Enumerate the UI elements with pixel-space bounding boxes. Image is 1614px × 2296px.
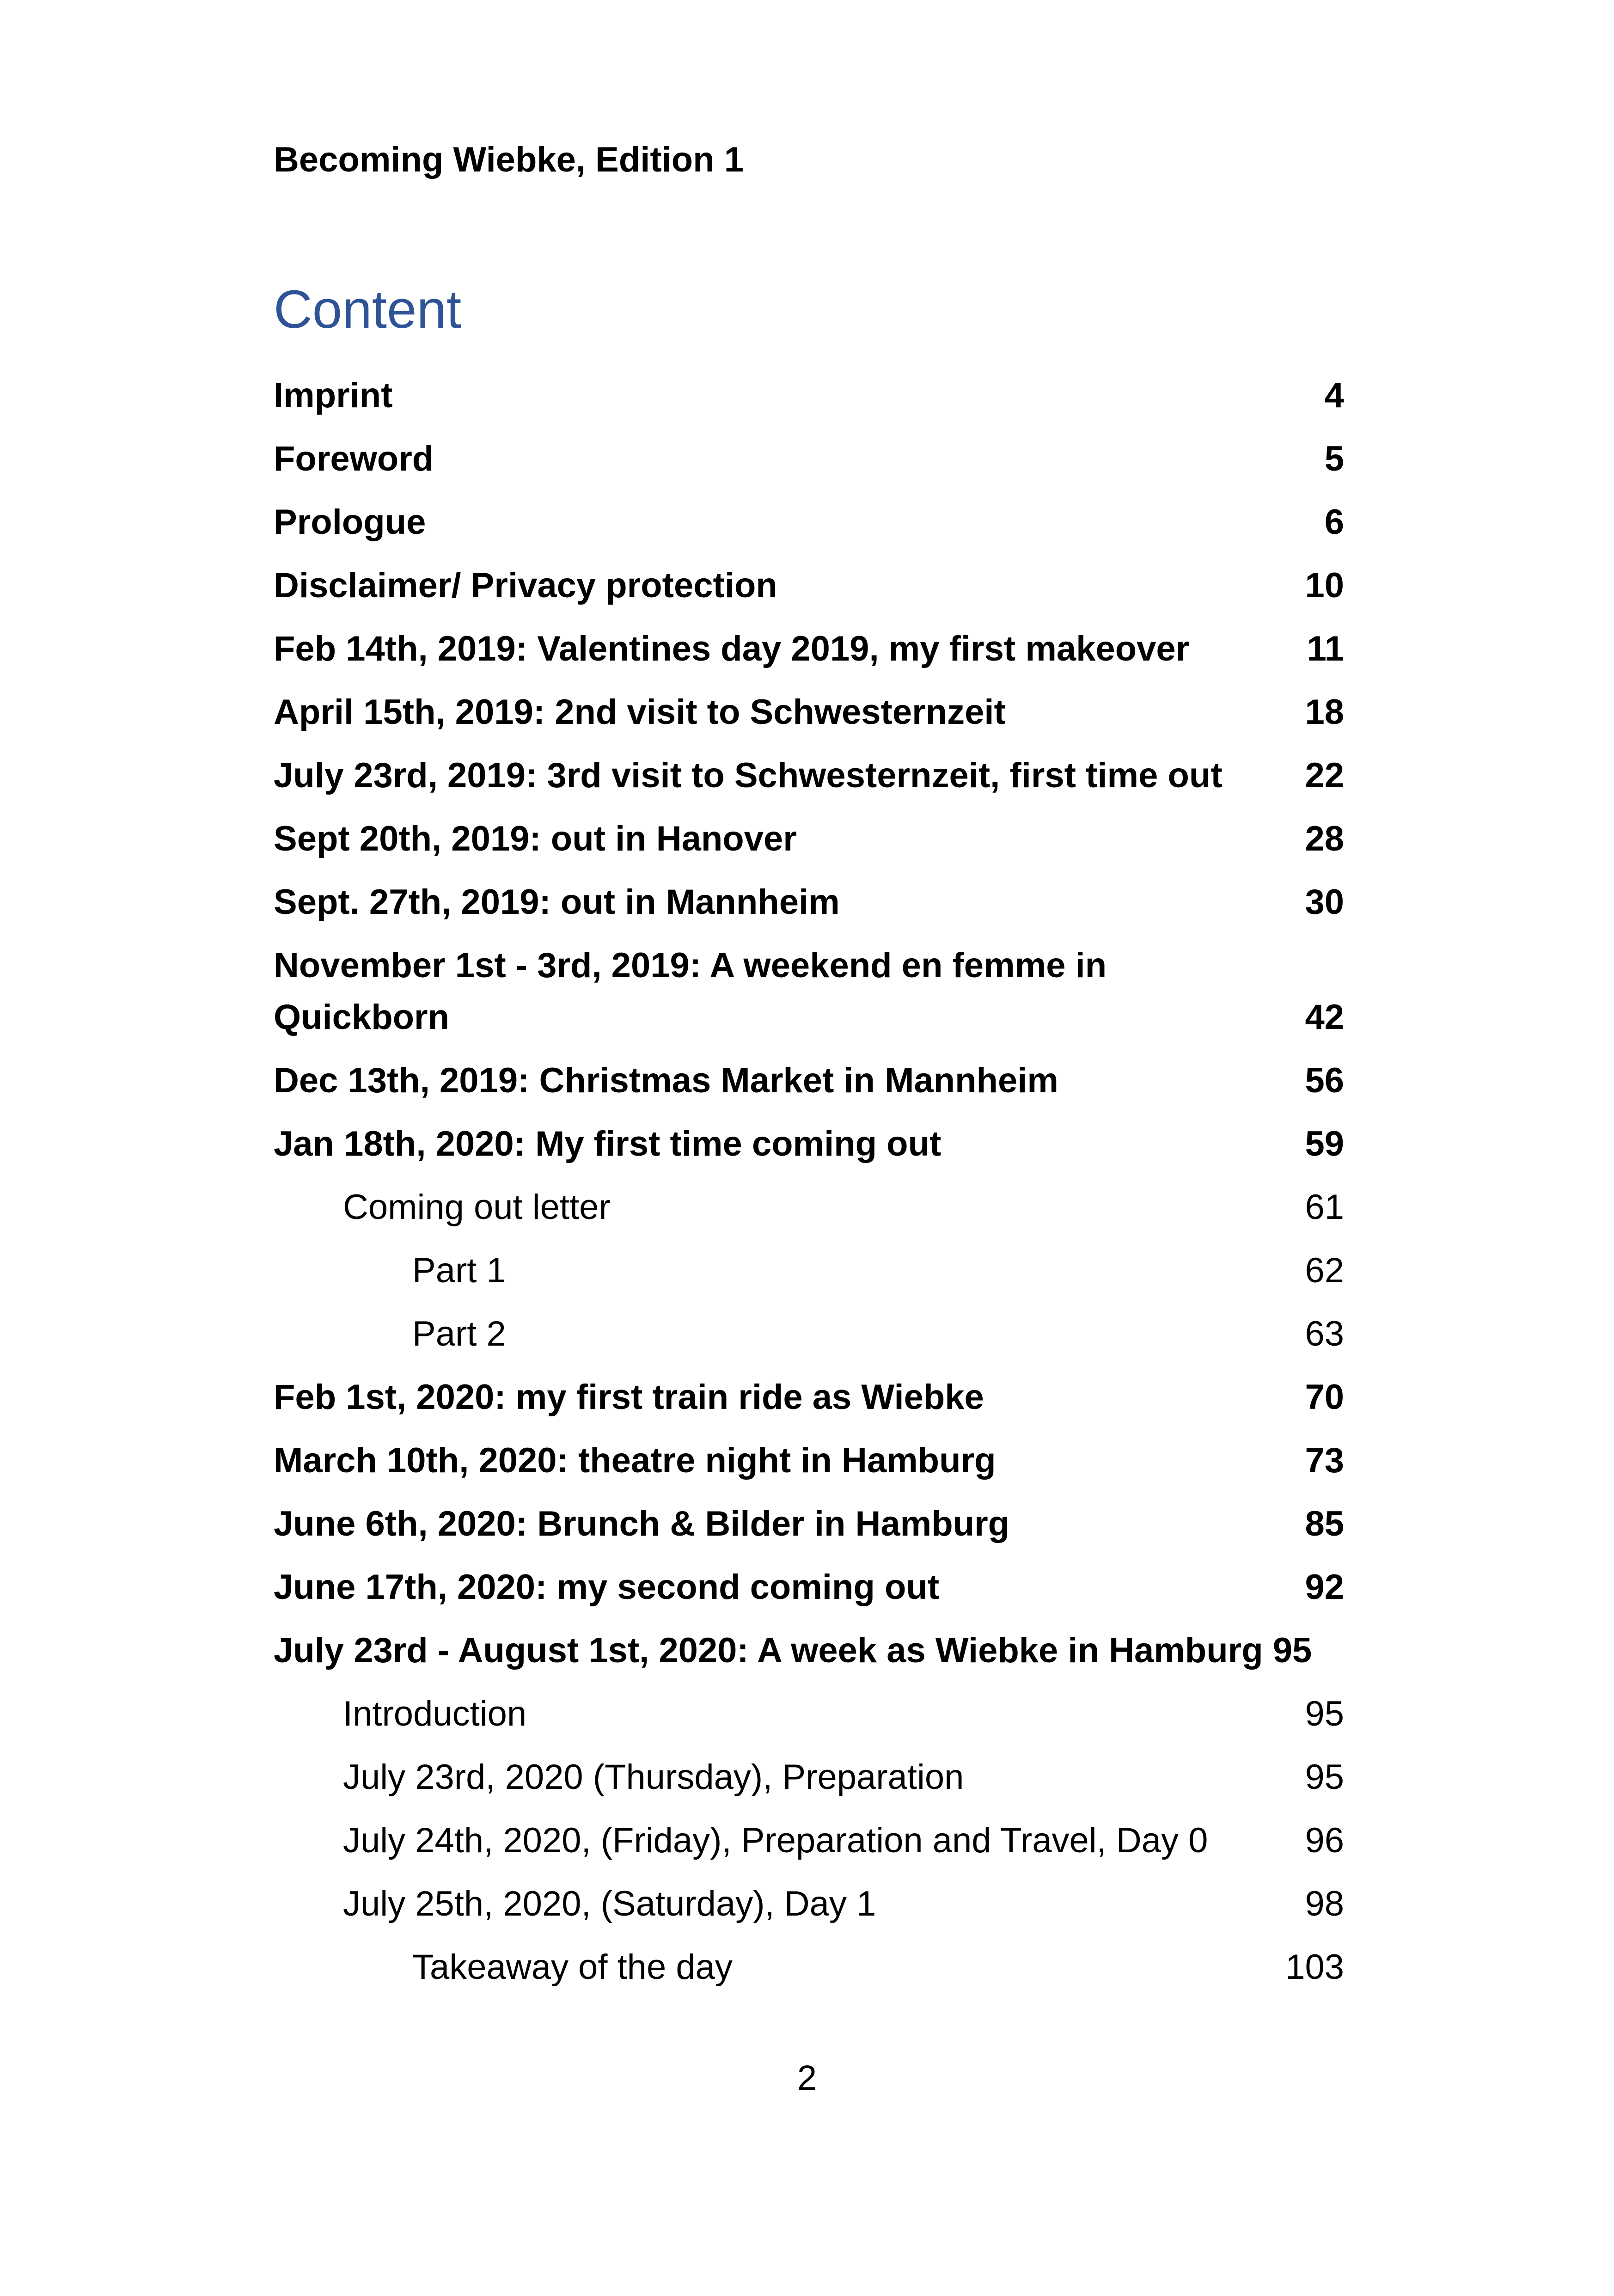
table-of-contents: [274, 370, 1344, 2005]
toc-entry-part-2[interactable]: [274, 1308, 1344, 1360]
toc-entry-title: Coming out letter: [343, 1188, 611, 1227]
toc-entry-jan-18th-2020[interactable]: [274, 1118, 1344, 1170]
toc-entry-page: 59: [1305, 1124, 1344, 1163]
toc-entry-title: July 24th, 2020, (Friday), Preparation and Travel, Day 0: [343, 1821, 1208, 1860]
toc-entry-title: Disclaimer/ Privacy protection: [274, 566, 777, 605]
toc-entry-page: 70: [1305, 1378, 1344, 1417]
toc-entry-sept-20th-2019[interactable]: [274, 813, 1344, 865]
toc-entry-dec-13th-2019[interactable]: [274, 1055, 1344, 1107]
toc-entry-page: 95: [1305, 1694, 1344, 1733]
document-header-title: Becoming Wiebke, Edition 1: [274, 140, 744, 179]
toc-entry-page: 98: [1305, 1884, 1344, 1923]
toc-entry-title: Part 1: [412, 1251, 506, 1290]
toc-entry-introduction[interactable]: [274, 1688, 1344, 1740]
toc-entry-coming-out-letter[interactable]: [274, 1182, 1344, 1233]
toc-entry-title: Sept. 27th, 2019: out in Mannheim: [274, 882, 840, 922]
toc-entry-page: 62: [1305, 1251, 1344, 1290]
toc-entry-title: July 23rd, 2019: 3rd visit to Schwesternzeit, first time out: [274, 756, 1223, 795]
toc-entry-page: 4: [1324, 376, 1344, 415]
toc-entry-title: July 25th, 2020, (Saturday), Day 1: [343, 1884, 876, 1923]
toc-entry-page: 30: [1305, 882, 1344, 922]
toc-entry-disclaimer[interactable]: [274, 560, 1344, 612]
toc-entry-page: 11: [1307, 629, 1344, 668]
toc-entry-page: 42: [1305, 998, 1344, 1037]
toc-entry-title: July 23rd - August 1st, 2020: A week as Wiebke in Hamburg 95: [274, 1631, 1312, 1670]
toc-entry-page: 61: [1305, 1188, 1344, 1227]
toc-entry-april-15th-2019[interactable]: [274, 686, 1344, 738]
toc-entry-title: June 6th, 2020: Brunch & Bilder in Hamburg: [274, 1504, 1010, 1543]
toc-entry-page: 56: [1305, 1061, 1344, 1100]
toc-entry-june-17th-2020[interactable]: [274, 1561, 1344, 1613]
toc-entry-title: June 17th, 2020: my second coming out: [274, 1567, 940, 1607]
toc-entry-page: 10: [1305, 566, 1344, 605]
toc-entry-page: 92: [1305, 1567, 1344, 1607]
toc-entry-page: 22: [1305, 756, 1344, 795]
toc-entry-title: Feb 14th, 2019: Valentines day 2019, my first makeover: [274, 629, 1190, 668]
toc-entry-part-1[interactable]: [274, 1245, 1344, 1297]
toc-entry-march-10th-2020[interactable]: [274, 1435, 1344, 1487]
toc-entry-july-25th-2020-day-1[interactable]: [274, 1878, 1344, 1930]
toc-entry-page: 63: [1305, 1314, 1344, 1353]
toc-entry-july-23rd-2019[interactable]: [274, 750, 1344, 802]
toc-entry-page: 95: [1305, 1757, 1344, 1797]
toc-entry-title: Prologue: [274, 502, 426, 542]
toc-entry-title: July 23rd, 2020 (Thursday), Preparation: [343, 1757, 964, 1797]
toc-entry-title: Introduction: [343, 1694, 527, 1733]
toc-entry-title: Jan 18th, 2020: My first time coming out: [274, 1124, 942, 1163]
toc-entry-sept-27th-2019[interactable]: [274, 876, 1344, 928]
page-number: 2: [797, 2058, 817, 2098]
toc-entry-imprint[interactable]: [274, 370, 1344, 422]
toc-entry-july-23rd-august-1st-2020[interactable]: [274, 1625, 1344, 1677]
toc-entry-title: November 1st - 3rd, 2019: A weekend en femme in Quickborn: [274, 946, 1107, 1037]
toc-entry-page: 28: [1305, 819, 1344, 858]
toc-entry-feb-1st-2020[interactable]: [274, 1371, 1344, 1423]
toc-entry-page: 73: [1305, 1441, 1344, 1480]
toc-entry-page: 96: [1305, 1821, 1344, 1860]
toc-entry-november-1st-2019[interactable]: [274, 940, 1344, 1043]
toc-entry-title: Dec 13th, 2019: Christmas Market in Mannheim: [274, 1061, 1058, 1100]
toc-entry-title: Sept 20th, 2019: out in Hanover: [274, 819, 797, 858]
toc-entry-title: Feb 1st, 2020: my first train ride as Wiebke: [274, 1378, 984, 1417]
toc-heading: Content: [274, 279, 462, 339]
toc-entry-page: 5: [1324, 439, 1344, 478]
toc-entry-title: Takeaway of the day: [412, 1947, 733, 1987]
toc-entry-june-6th-2020[interactable]: [274, 1498, 1344, 1550]
toc-entry-title: Foreword: [274, 439, 434, 478]
toc-entry-page: 18: [1305, 692, 1344, 732]
toc-entry-prologue[interactable]: [274, 496, 1344, 548]
toc-entry-july-23rd-2020-preparation[interactable]: [274, 1751, 1344, 1803]
toc-entry-page: 6: [1324, 502, 1344, 542]
toc-entry-feb-14th-2019[interactable]: [274, 623, 1344, 675]
toc-entry-foreword[interactable]: [274, 433, 1344, 485]
toc-entry-title: March 10th, 2020: theatre night in Hamburg: [274, 1441, 996, 1480]
toc-entry-july-24th-2020-day-0[interactable]: [274, 1815, 1344, 1867]
toc-entry-title: Part 2: [412, 1314, 506, 1353]
toc-entry-takeaway-of-the-day[interactable]: [274, 1941, 1344, 1993]
toc-entry-page: 85: [1305, 1504, 1344, 1543]
toc-entry-title: Imprint: [274, 376, 393, 415]
toc-entry-page: 103: [1285, 1947, 1344, 1987]
toc-entry-title: April 15th, 2019: 2nd visit to Schwesternzeit: [274, 692, 1006, 732]
